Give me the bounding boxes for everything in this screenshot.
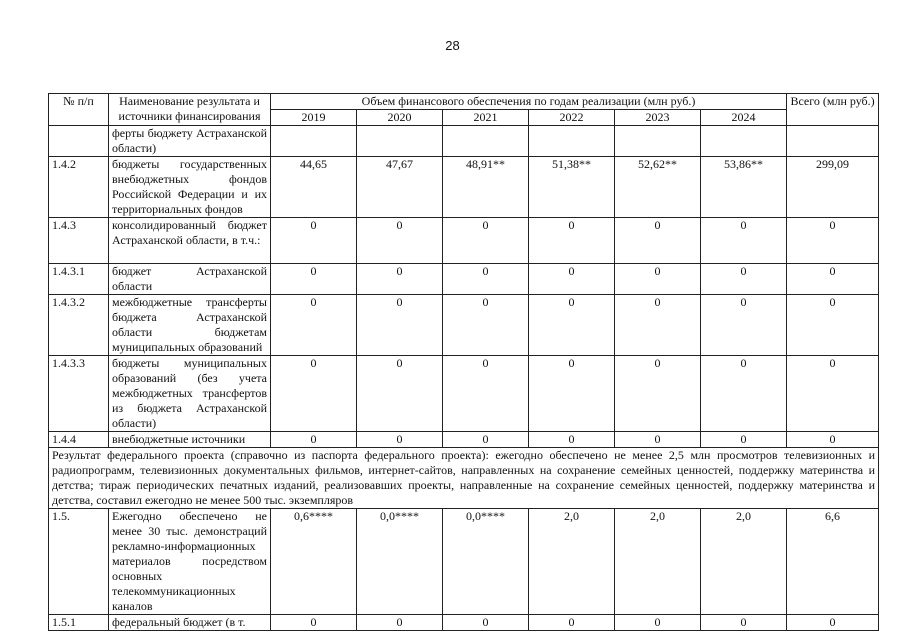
value-cell: 0	[357, 264, 443, 295]
value-cell: 0	[357, 432, 443, 448]
value-cell: 44,65	[271, 157, 357, 218]
row-number: 1.4.3.3	[49, 356, 109, 432]
value-cell: 0	[701, 432, 787, 448]
value-cell	[615, 126, 701, 157]
row-name: Ежегодно обеспечено не менее 30 тыс. демонстраций рекламно-информационных материалов посредством основных телекоммуникационных каналов	[109, 509, 271, 615]
row-name: межбюджетные трансферты бюджета Астраханской области бюджетам муниципальных образований	[109, 295, 271, 356]
total-cell: 0	[787, 615, 879, 631]
row-number: 1.4.2	[49, 157, 109, 218]
table-row	[49, 218, 879, 264]
result-row	[49, 448, 879, 509]
value-cell: 0	[615, 432, 701, 448]
header-year: 2021	[443, 110, 529, 126]
row-number	[49, 126, 109, 157]
header-year: 2020	[357, 110, 443, 126]
table-row	[49, 356, 879, 432]
financing-table	[48, 93, 879, 631]
value-cell: 0	[701, 264, 787, 295]
federal-project-result: Результат федерального проекта (справочно из паспорта федерального проекта): ежегодно обеспечено не менее 2,5 млн просмотров телевизионных и радиопрограмм, телевизионных документальных фильмов, интернет-сайтов, направленных на сохранение семейных ценностей, поддержку материнства и детства; тираж периодических печатных изданий, реализовавших проекты, направленные на сохранение семейных ценностей, поддержку материнства и детства, составил ежегодно не менее 500 тыс. экземпляров	[49, 448, 879, 509]
total-cell: 0	[787, 295, 879, 356]
value-cell: 2,0	[529, 509, 615, 615]
value-cell	[271, 126, 357, 157]
value-cell: 0	[271, 218, 357, 264]
value-cell: 0	[701, 356, 787, 432]
table-row	[49, 432, 879, 448]
value-cell: 0	[271, 432, 357, 448]
table-row	[49, 509, 879, 615]
row-name: бюджеты муниципальных образований (без учета межбюджетных трансфертов из бюджета Астраханской области)	[109, 356, 271, 432]
value-cell	[529, 126, 615, 157]
value-cell: 0	[529, 615, 615, 631]
row-number: 1.5.1	[49, 615, 109, 631]
header-num: № п/п	[49, 94, 109, 126]
value-cell: 0	[357, 615, 443, 631]
value-cell: 0	[615, 218, 701, 264]
table-row	[49, 615, 879, 631]
value-cell: 0,0****	[443, 509, 529, 615]
header-total: Всего (млн руб.)	[787, 94, 879, 126]
row-number: 1.4.3	[49, 218, 109, 264]
value-cell: 0	[615, 264, 701, 295]
total-cell	[787, 126, 879, 157]
value-cell: 0	[271, 264, 357, 295]
value-cell: 0	[615, 356, 701, 432]
row-name: ферты бюджету Астраханской области)	[109, 126, 271, 157]
value-cell: 0	[443, 295, 529, 356]
value-cell	[701, 126, 787, 157]
row-name: бюджеты государственных внебюджетных фондов Российской Федерации и их территориальных фондов	[109, 157, 271, 218]
page-number: 28	[445, 38, 460, 53]
table-row	[49, 157, 879, 218]
header-year: 2019	[271, 110, 357, 126]
value-cell: 0	[529, 432, 615, 448]
total-cell: 0	[787, 432, 879, 448]
value-cell: 2,0	[701, 509, 787, 615]
header-name: Наименование результата и источники финансирования	[109, 94, 271, 126]
value-cell: 0,0****	[357, 509, 443, 615]
table-row	[49, 295, 879, 356]
table-row	[49, 126, 879, 157]
value-cell	[443, 126, 529, 157]
total-cell: 0	[787, 264, 879, 295]
value-cell: 0	[615, 615, 701, 631]
value-cell: 0	[443, 356, 529, 432]
value-cell: 0	[529, 218, 615, 264]
row-number: 1.4.3.1	[49, 264, 109, 295]
value-cell: 0,6****	[271, 509, 357, 615]
value-cell: 0	[271, 356, 357, 432]
value-cell: 0	[357, 295, 443, 356]
header-volume: Объем финансового обеспечения по годам реализации (млн руб.)	[271, 94, 787, 110]
value-cell: 0	[443, 432, 529, 448]
header-year: 2023	[615, 110, 701, 126]
value-cell: 53,86**	[701, 157, 787, 218]
table-row	[49, 264, 879, 295]
total-cell: 6,6	[787, 509, 879, 615]
value-cell: 0	[701, 295, 787, 356]
value-cell: 0	[443, 615, 529, 631]
value-cell: 0	[615, 295, 701, 356]
row-name: бюджет Астраханской области	[109, 264, 271, 295]
value-cell: 0	[529, 295, 615, 356]
value-cell: 0	[701, 218, 787, 264]
row-number: 1.4.4	[49, 432, 109, 448]
value-cell: 0	[357, 356, 443, 432]
value-cell: 0	[529, 356, 615, 432]
value-cell: 0	[271, 615, 357, 631]
header-year: 2022	[529, 110, 615, 126]
total-cell: 0	[787, 356, 879, 432]
row-name: федеральный бюджет (в т.	[109, 615, 271, 631]
header-year: 2024	[701, 110, 787, 126]
value-cell: 2,0	[615, 509, 701, 615]
row-number: 1.4.3.2	[49, 295, 109, 356]
total-cell: 299,09	[787, 157, 879, 218]
value-cell: 51,38**	[529, 157, 615, 218]
value-cell	[357, 126, 443, 157]
value-cell: 0	[271, 295, 357, 356]
row-number: 1.5.	[49, 509, 109, 615]
total-cell: 0	[787, 218, 879, 264]
row-name: внебюджетные источники	[109, 432, 271, 448]
value-cell: 48,91**	[443, 157, 529, 218]
value-cell: 47,67	[357, 157, 443, 218]
value-cell: 0	[701, 615, 787, 631]
value-cell: 0	[443, 218, 529, 264]
value-cell: 0	[443, 264, 529, 295]
row-name: консолидированный бюджет Астраханской области, в т.ч.:	[109, 218, 271, 264]
value-cell: 0	[357, 218, 443, 264]
value-cell: 0	[529, 264, 615, 295]
value-cell: 52,62**	[615, 157, 701, 218]
